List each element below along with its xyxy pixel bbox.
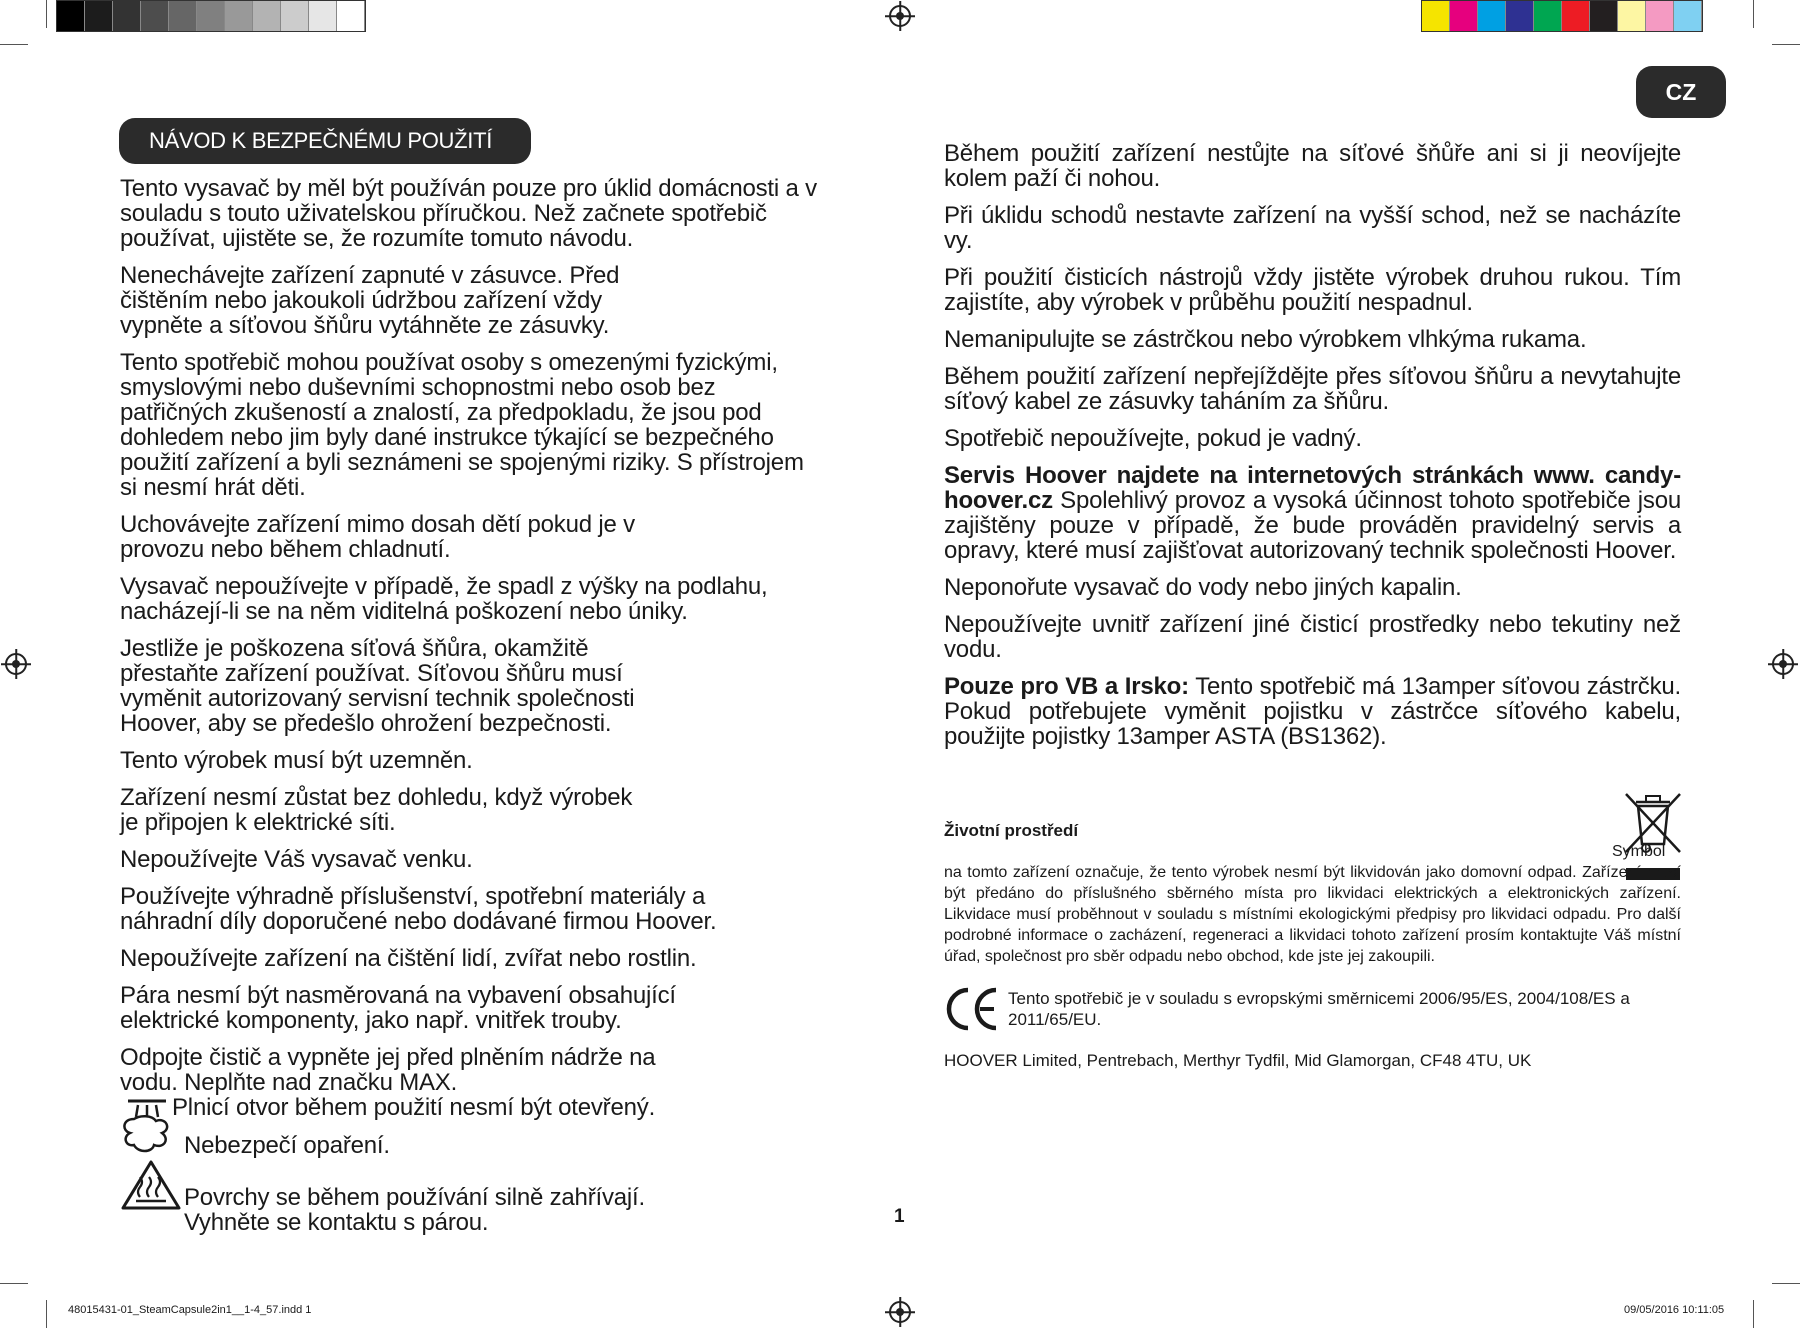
swatch <box>1534 1 1562 31</box>
crop-mark <box>0 44 28 45</box>
paragraph: Spotřebič nepoužívejte, pokud je vadný. <box>944 425 1362 452</box>
hot-surface-icon <box>120 1159 182 1216</box>
crop-mark <box>1753 0 1754 28</box>
swatch <box>1674 1 1702 31</box>
swatch <box>85 1 113 31</box>
paragraph: Vysavač nepoužívejte v případě, že spadl z výšky na podlahu, nacházejí-li se na něm viditelná poškození nebo úniky. <box>120 573 768 625</box>
service-paragraph <box>944 463 1681 563</box>
swatch <box>1562 1 1590 31</box>
paragraph: Uchovávejte zařízení mimo dosah dětí pokud je v provozu nebo během chladnutí. <box>120 511 635 563</box>
footer-timestamp: 09/05/2016 10:11:05 <box>1624 1304 1725 1316</box>
swatch <box>309 1 337 31</box>
paragraph: Tento vysavač by měl být používán pouze pro úklid domácnosti a v souladu s touto uživatelskou příručkou. Než začnete spotřebič používat, ujistěte se, že rozumíte tomuto návodu. <box>120 175 817 252</box>
swatch <box>337 1 365 31</box>
steam-hazard-icon <box>120 1097 176 1162</box>
swatch <box>281 1 309 31</box>
steam-warning <box>120 1095 850 1175</box>
environment-title: Životní prostředí <box>944 821 1079 840</box>
crop-mark <box>46 0 47 28</box>
swatch <box>1590 1 1618 31</box>
paragraph: Během použití zařízení nepřejíždějte přes síťovou šňůru a nevytahujte síťový kabel ze zásuvky taháním za šňůru. <box>944 363 1681 415</box>
crop-mark <box>1772 1283 1800 1284</box>
paragraph: Při úklidu schodů nestavte zařízení na vyšší schod, než se nacházíte vy. <box>944 202 1681 254</box>
ce-compliance-text: Tento spotřebič je v souladu s evropskými směrnicemi 2006/95/ES, 2004/108/ES a 2011/65/EU. <box>1008 989 1630 1029</box>
paragraph: Nepoužívejte uvnitř zařízení jiné čisticí prostředky nebo tekutiny než vodu. <box>944 611 1681 663</box>
paragraph: Zařízení nesmí zůstat bez dohledu, když výrobek je připojen k elektrické síti. <box>120 784 633 836</box>
hot-surface-warning <box>120 1173 850 1237</box>
swatch <box>1422 1 1450 31</box>
ce-mark-icon <box>944 986 1000 1037</box>
registration-mark-top <box>889 5 911 27</box>
uk-note-paragraph <box>944 674 1681 749</box>
swatch <box>1646 1 1674 31</box>
swatch <box>113 1 141 31</box>
registration-mark-left <box>5 653 27 675</box>
swatch <box>1618 1 1646 31</box>
swatch <box>169 1 197 31</box>
service-text: Spolehlivý provoz a vysoká účinnost tohoto spotřebiče jsou zajištěny pouze v případě, že bude prováděn pravidelný servis a opravy, které musí zajišťovat autorizovaný technik společnosti Hoover. <box>944 487 1681 564</box>
paragraph: Nemanipulujte se zástrčkou nebo výrobkem vlhkýma rukama. <box>944 326 1587 353</box>
swatch <box>141 1 169 31</box>
section-heading: NÁVOD K BEZPEČNÉMU POUŽITÍ <box>119 118 531 164</box>
paragraph: Nepoužívejte zařízení na čištění lidí, zvířat nebo rostlin. <box>120 945 697 972</box>
paragraph: Odpojte čistič a vypněte jej před plněním nádrže na vodu. Neplňte nad značku MAX. <box>120 1044 656 1096</box>
grayscale-swatches <box>56 0 366 32</box>
swatch <box>57 1 85 31</box>
environment-text: Symbol na tomto zařízení označuje, že tento výrobek nesmí být likvidován jako domovní odpad. Zařízení musí být předáno do příslušného sběrného místa pro likvidaci elektrických a elektronických zařízení. Likvidace musí proběhnout v souladu s místními ekologickými předpisy pro likvidaci odpadu. Pro další podrobné informace o zacházení, regeneraci a likvidaci tohoto zařízení prosím kontaktujte Váš místní úřad, společnost pro sběr odpadu nebo obchod, kde jste jej zakoupili. <box>944 843 1681 965</box>
steam-warning-line1: Plnicí otvor během použití nesmí být otevřený. <box>172 1094 656 1121</box>
swatch <box>197 1 225 31</box>
page-number: 1 <box>894 1206 905 1227</box>
paragraph: Pára nesmí být nasměrovaná na vybavení obsahující elektrické komponenty, jako např. vnitřek trouby. <box>120 982 676 1034</box>
swatch <box>1450 1 1478 31</box>
service-link-text: Servis Hoover najdete na internetových stránkách www. candy-hoover.cz <box>944 462 1681 514</box>
swatch <box>225 1 253 31</box>
crop-mark <box>1772 44 1800 45</box>
swatch <box>1506 1 1534 31</box>
paragraph: Používejte výhradně příslušenství, spotřební materiály a náhradní díly doporučené nebo dodávané firmou Hoover. <box>120 883 717 935</box>
uk-note-text: Tento spotřebič má 13amper síťovou zástrčku. Pokud potřebujete vyměnit pojistku v zástrčce síťového kabelu, použijte pojistky 13amper ASTA (BS1362). <box>944 673 1681 750</box>
left-column <box>120 176 850 1237</box>
swatch <box>253 1 281 31</box>
paragraph: Neponořute vysavač do vody nebo jiných kapalin. <box>944 574 1462 601</box>
manufacturer-address: HOOVER Limited, Pentrebach, Merthyr Tydfil, Mid Glamorgan, CF48 4TU, UK <box>944 1051 1532 1070</box>
registration-mark-right <box>1772 653 1794 675</box>
footer-filename: 48015431-01_SteamCapsule2in1__1-4_57.indd 1 <box>68 1304 312 1316</box>
crop-mark <box>0 1283 28 1284</box>
paragraph: Tento spotřebič mohou používat osoby s omezenými fyzickými, smyslovými nebo duševními schopnostmi nebo osob bez patřičných zkušeností a znalostí, za předpokladu, že jsou pod dohledem nebo jim byly dané instrukce týkající se bezpečného použití zařízení a byli seznámeni se spojenými riziky. S přístrojem si nesmí hrát děti. <box>120 349 804 501</box>
paragraph: Nenechávejte zařízení zapnuté v zásuvce. Před čištěním nebo jakoukoli údržbou zařízení vždy vypněte a síťovou šňůru vytáhněte ze zásuvky. <box>120 262 620 339</box>
paragraph: Během použití zařízení nestůjte na síťové šňůře ani si ji neovíjejte kolem paží či nohou. <box>944 140 1681 192</box>
paragraph: Nepoužívejte Váš vysavač venku. <box>120 846 473 873</box>
crop-mark <box>1753 1300 1754 1328</box>
environment-section <box>944 820 1681 967</box>
hot-warning-line2: Vyhněte se kontaktu s párou. <box>184 1209 489 1236</box>
crop-mark <box>46 1300 47 1328</box>
hot-warning-line1: Povrchy se během používání silně zahřívají. <box>184 1184 645 1211</box>
steam-warning-line2: Nebezpečí opaření. <box>184 1132 390 1159</box>
uk-note-label: Pouze pro VB a Irsko: <box>944 673 1189 700</box>
color-swatches <box>1421 0 1703 32</box>
swatch <box>1478 1 1506 31</box>
paragraph: Při použití čisticích nástrojů vždy jistěte výrobek druhou rukou. Tím zajistíte, aby výrobek v průběhu použití nespadnul. <box>944 264 1681 316</box>
paragraph: Tento výrobek musí být uzemněn. <box>120 747 473 774</box>
registration-mark-bottom <box>889 1301 911 1323</box>
paragraph: Jestliže je poškozena síťová šňůra, okamžitě přestaňte zařízení používat. Síťovou šňůru musí vyměnit autorizovaný servisní technik společnosti Hoover, aby se předešlo ohrožení bezpečnosti. <box>120 635 635 737</box>
right-column <box>944 141 1681 761</box>
language-badge: CZ <box>1636 66 1726 118</box>
